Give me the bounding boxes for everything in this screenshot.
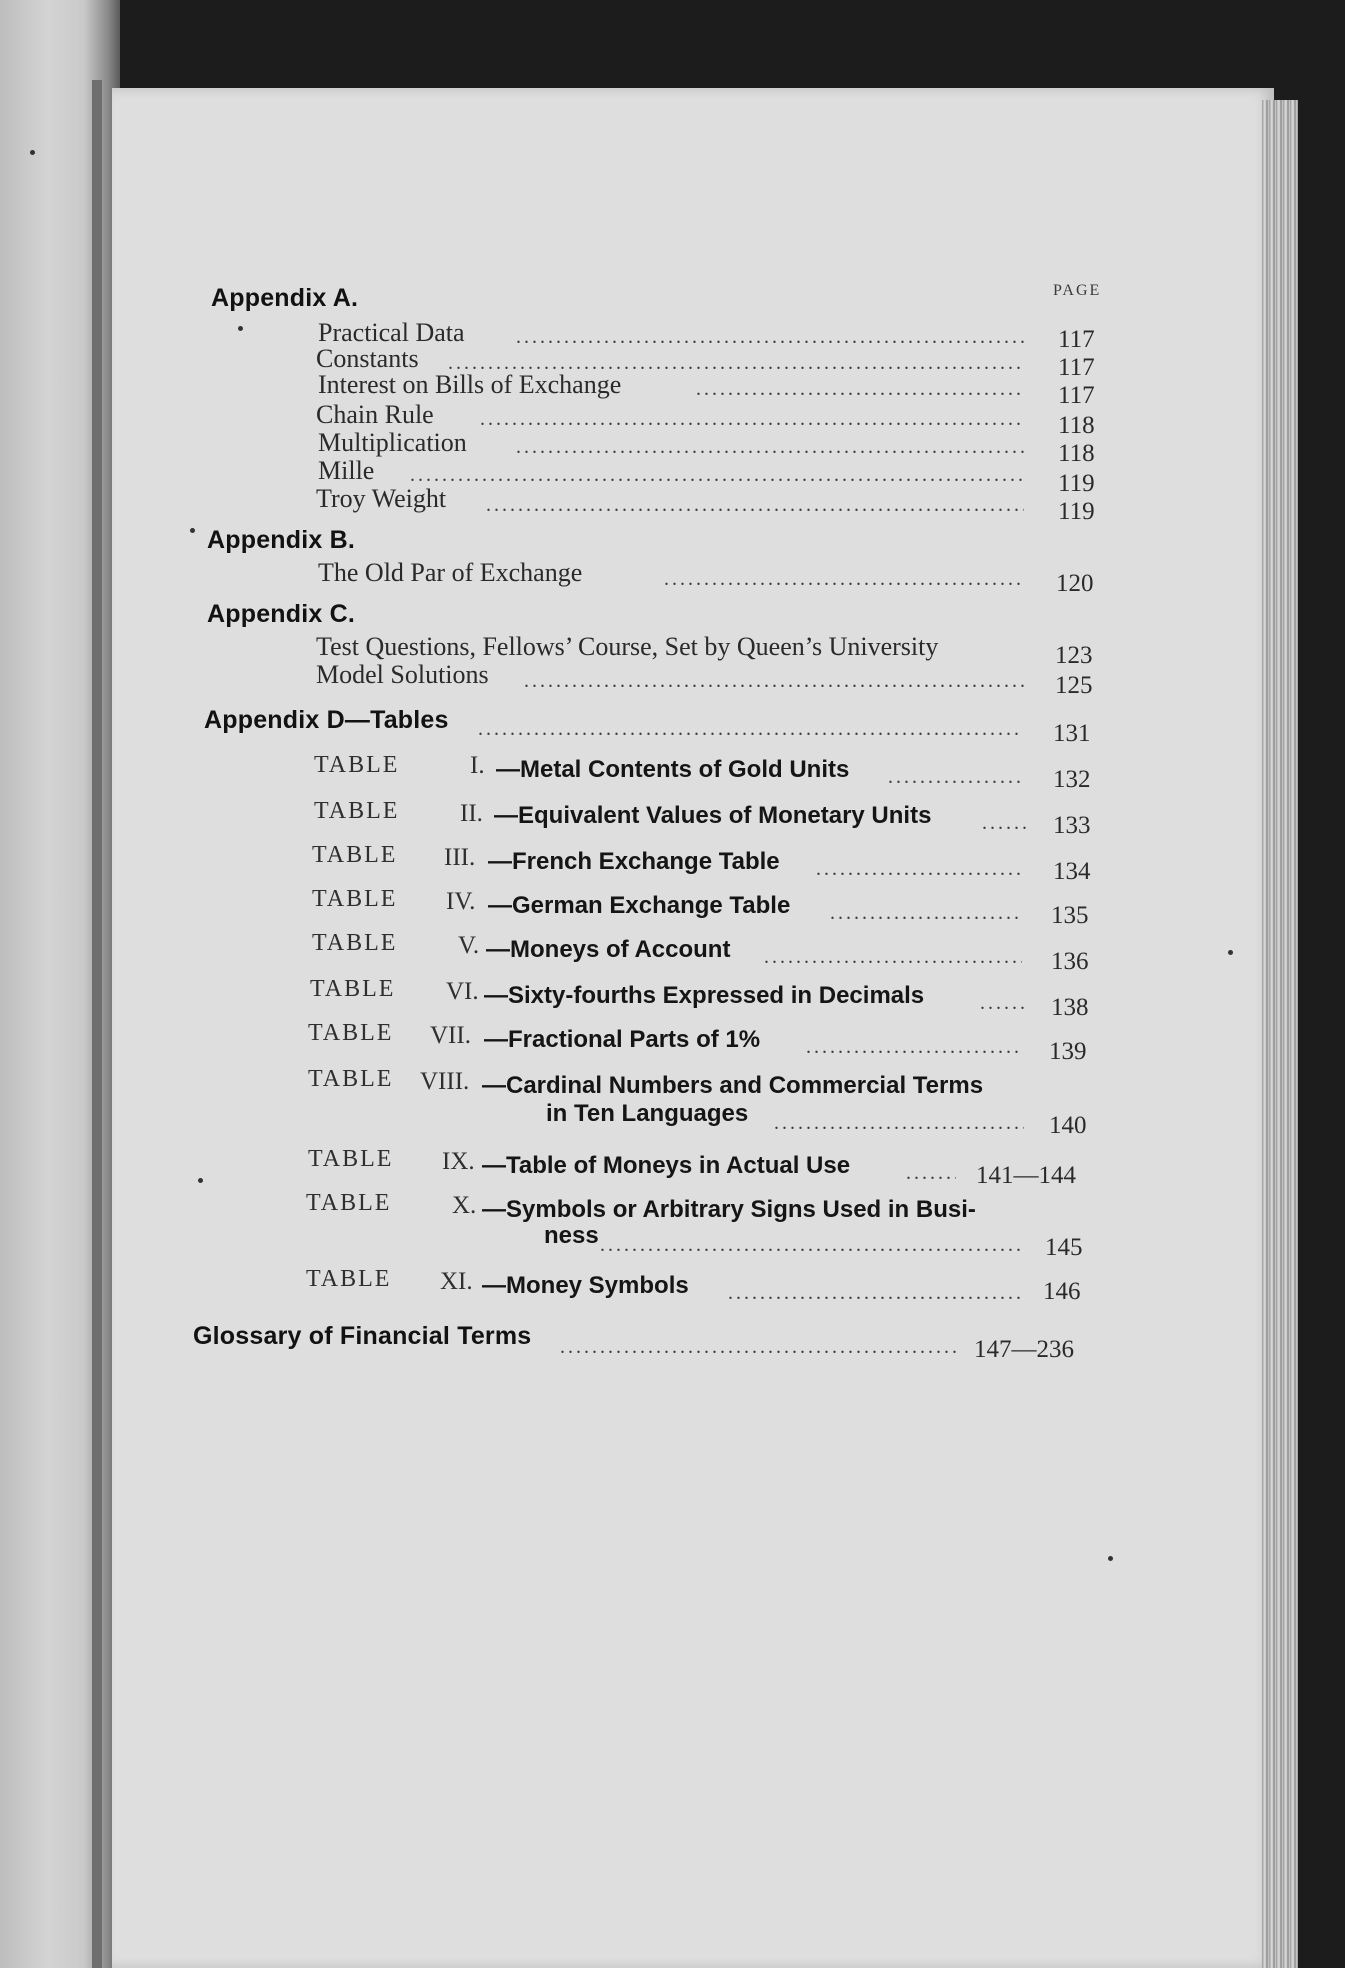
table-title-continued: in Ten Languages xyxy=(546,1100,749,1127)
page-number: 146 xyxy=(1043,1278,1081,1305)
leader-dots xyxy=(728,1282,1024,1305)
table-title: —German Exchange Table xyxy=(488,892,791,919)
table-numeral: III. xyxy=(444,844,476,871)
page-number: 120 xyxy=(1056,570,1094,597)
print-speck xyxy=(30,150,35,155)
page-number: 147—236 xyxy=(974,1336,1074,1363)
table-numeral: X. xyxy=(452,1192,477,1219)
leader-dots xyxy=(888,766,1022,789)
page-number: 117 xyxy=(1058,382,1095,409)
page-number: 119 xyxy=(1058,498,1095,525)
page-number: 145 xyxy=(1045,1234,1083,1261)
table-numeral: XI. xyxy=(440,1268,473,1295)
toc-entry: Constants xyxy=(316,344,419,373)
table-title: —French Exchange Table xyxy=(488,848,780,875)
leader-dots xyxy=(480,408,1024,431)
leader-dots xyxy=(410,464,1024,487)
page-column-header: PAGE xyxy=(1053,282,1102,299)
table-label: TABLE xyxy=(306,1266,392,1292)
page-number: 135 xyxy=(1051,902,1089,929)
leader-dots xyxy=(560,1336,956,1359)
table-label: TABLE xyxy=(308,1020,394,1046)
table-label: TABLE xyxy=(310,976,396,1002)
print-speck xyxy=(1108,1556,1113,1561)
appendix-b-heading: Appendix B. xyxy=(207,526,356,554)
leader-dots xyxy=(486,494,1024,517)
print-speck xyxy=(1228,950,1233,955)
table-title-continued: ness xyxy=(544,1222,599,1249)
toc-entry: Mille xyxy=(318,456,375,485)
table-label: TABLE xyxy=(312,886,398,912)
leader-dots xyxy=(816,858,1024,881)
toc-entry: Test Questions, Fellows’ Course, Set by Queen’s University xyxy=(316,632,939,661)
leader-dots xyxy=(982,812,1028,835)
table-label: TABLE xyxy=(312,842,398,868)
table-label: TABLE xyxy=(314,798,400,824)
table-label: TABLE xyxy=(308,1146,394,1172)
print-speck xyxy=(238,326,243,331)
table-numeral: IV. xyxy=(446,888,476,915)
table-title: —Equivalent Values of Monetary Units xyxy=(494,802,932,829)
toc-entry: Practical Data xyxy=(318,318,465,347)
leader-dots xyxy=(664,568,1024,591)
page-number: 132 xyxy=(1053,766,1091,793)
page-number: 117 xyxy=(1058,354,1095,381)
page-number: 119 xyxy=(1058,470,1095,497)
page-number: 136 xyxy=(1051,948,1089,975)
leader-dots xyxy=(764,946,1022,969)
table-label: TABLE xyxy=(312,930,398,956)
appendix-c-heading: Appendix C. xyxy=(207,600,356,628)
table-title: —Money Symbols xyxy=(482,1272,689,1299)
leader-dots xyxy=(906,1162,956,1185)
leader-dots xyxy=(980,992,1024,1015)
table-title: —Sixty-fourths Expressed in Decimals xyxy=(484,982,925,1009)
table-title: —Symbols or Arbitrary Signs Used in Busi- xyxy=(482,1196,976,1223)
leader-dots xyxy=(478,718,1022,741)
page-number: 125 xyxy=(1055,672,1093,699)
appendix-d-heading: Appendix D—Tables xyxy=(204,706,449,734)
page-number: 134 xyxy=(1053,858,1091,885)
leader-dots xyxy=(524,670,1024,693)
glossary-heading: Glossary of Financial Terms xyxy=(193,1322,532,1350)
page-number: 140 xyxy=(1049,1112,1087,1139)
leader-dots xyxy=(600,1234,1020,1257)
appendix-a-heading: Appendix A. xyxy=(211,284,359,312)
table-numeral: IX. xyxy=(442,1148,475,1175)
page-number: 139 xyxy=(1049,1038,1087,1065)
table-numeral: VII. xyxy=(430,1022,471,1049)
table-numeral: I. xyxy=(470,752,485,779)
toc-entry: Troy Weight xyxy=(316,484,447,513)
page-number: 131 xyxy=(1053,720,1091,747)
leader-dots xyxy=(516,436,1024,459)
page-number: 118 xyxy=(1058,412,1095,439)
leader-dots xyxy=(830,902,1022,925)
table-title: —Fractional Parts of 1% xyxy=(484,1026,761,1053)
table-label: TABLE xyxy=(314,752,400,778)
page-number: 133 xyxy=(1053,812,1091,839)
leader-dots xyxy=(516,326,1024,349)
leader-dots xyxy=(774,1112,1024,1135)
toc-entry: Model Solutions xyxy=(316,660,489,689)
leader-dots xyxy=(696,378,1024,401)
table-numeral: VIII. xyxy=(420,1068,470,1095)
table-label: TABLE xyxy=(308,1066,394,1092)
page-number: 141—144 xyxy=(976,1162,1076,1189)
table-title: —Table of Moneys in Actual Use xyxy=(482,1152,851,1179)
table-numeral: VI. xyxy=(446,978,479,1005)
print-speck xyxy=(198,1178,203,1183)
table-label: TABLE xyxy=(306,1190,392,1216)
table-title: —Cardinal Numbers and Commercial Terms xyxy=(482,1072,984,1099)
table-title: —Moneys of Account xyxy=(486,936,731,963)
toc-entry: Interest on Bills of Exchange xyxy=(318,370,622,399)
table-numeral: V. xyxy=(458,932,480,959)
leader-dots xyxy=(806,1036,1022,1059)
page-number: 117 xyxy=(1058,326,1095,353)
print-speck xyxy=(190,528,195,533)
table-numeral: II. xyxy=(460,800,483,827)
page-number: 138 xyxy=(1051,994,1089,1021)
table-title: —Metal Contents of Gold Units xyxy=(496,756,850,783)
page-number: 123 xyxy=(1055,642,1093,669)
page-number: 118 xyxy=(1058,440,1095,467)
toc-entry: Chain Rule xyxy=(316,400,434,429)
toc-entry: The Old Par of Exchange xyxy=(318,558,583,587)
toc-entry: Multiplication xyxy=(318,428,467,457)
